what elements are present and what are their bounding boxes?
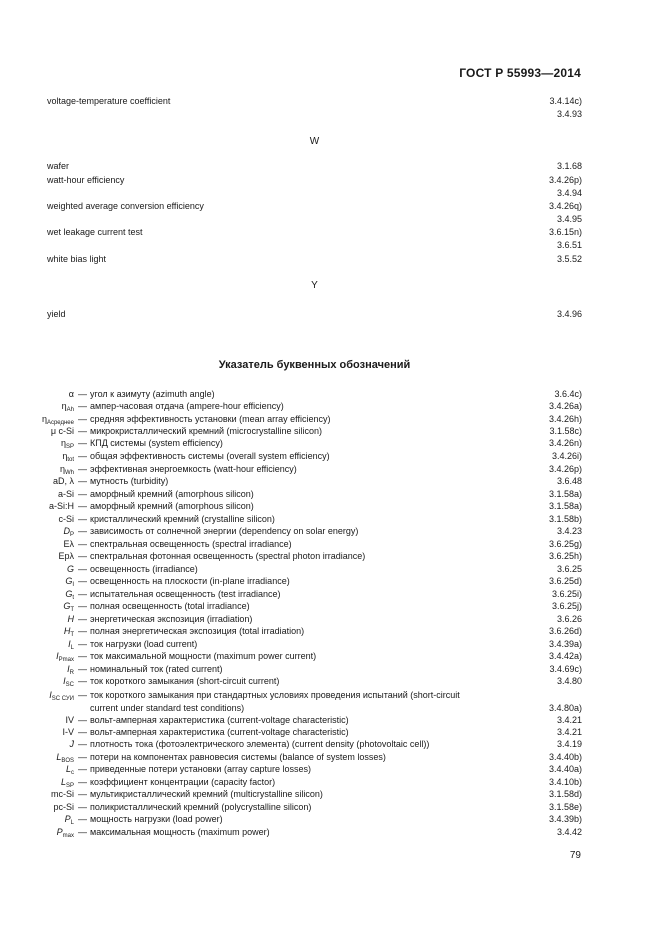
- symbol-description: ток нагрузки (load current): [90, 639, 198, 649]
- symbol-notation: J —: [69, 739, 87, 749]
- symbol-ref: 3.4.26h): [548, 414, 582, 424]
- symbol-description: микрокристаллический кремний (microcrystalline silicon): [90, 426, 323, 436]
- symbol-subscript: SC: [65, 682, 74, 688]
- section-letter-w: W: [309, 136, 320, 147]
- term-label: wet leakage current test: [47, 227, 143, 237]
- symbol-description: спектральная освещенность (spectral irradiance): [90, 539, 292, 549]
- dash-separator: —: [78, 576, 87, 586]
- symbol-notation: $\eta_{tot}$ —: [62, 451, 87, 463]
- symbol-notation: $I_{Pmax}$ —: [56, 651, 87, 663]
- section-letter-y: Y: [311, 280, 318, 291]
- symbol-notation: $G_t$ —: [65, 589, 87, 601]
- dash-separator: —: [78, 739, 87, 749]
- symbol-subscript: L: [70, 645, 74, 651]
- symbol-description: аморфный кремний (amorphous silicon): [90, 489, 254, 499]
- symbol-ref: 3.4.21: [556, 727, 582, 737]
- symbol-ref: 3.6.4c): [554, 389, 582, 399]
- symbol-description: испытательная освещенность (test irradiance): [90, 589, 281, 599]
- symbol-ref: 3.6.26d): [548, 626, 582, 636]
- dash-separator: —: [78, 777, 87, 787]
- symbol-ref: 3.1.58c): [549, 426, 582, 436]
- symbol-notation: I-V —: [62, 727, 87, 737]
- dash-separator: —: [78, 814, 87, 824]
- symbol-description: мультикристаллический кремний (multicrystalline silicon): [90, 789, 323, 799]
- symbol-description-continued: current under standard test conditions): [90, 703, 245, 713]
- symbol-notation: $I_R$ —: [67, 664, 87, 676]
- term-label: white bias light: [47, 254, 107, 264]
- symbol-subscript: t: [72, 595, 74, 601]
- symbol-description: кристаллический кремний (crystalline silicon): [90, 514, 275, 524]
- symbol-notation: $D_P$ —: [63, 526, 87, 538]
- symbol-ref: 3.4.19: [556, 739, 582, 749]
- symbol-description: ток короткого замыкания (short-circuit current): [90, 676, 280, 686]
- symbol-notation: α —: [68, 389, 87, 399]
- symbol-description: аморфный кремний (amorphous silicon): [90, 501, 254, 511]
- page-number: 79: [569, 850, 581, 861]
- dash-separator: —: [78, 676, 87, 686]
- term-label: weighted average conversion efficiency: [47, 201, 204, 211]
- symbol-ref: 3.6.48: [556, 476, 582, 486]
- symbol-ref: 3.4.26i): [551, 451, 582, 461]
- dash-separator: —: [78, 526, 87, 536]
- symbol-notation: $H_T$ —: [63, 626, 87, 638]
- symbol-ref: 3.4.42a): [548, 651, 582, 661]
- dash-separator: —: [78, 752, 87, 762]
- term-ref: 3.4.26q): [548, 201, 582, 211]
- dash-separator: —: [78, 690, 87, 700]
- symbol-notation: $\eta_{Wh}$ —: [59, 464, 87, 476]
- dash-separator: —: [78, 438, 87, 448]
- symbol-notation: a-Si —: [57, 489, 87, 499]
- symbol-description: энергетическая экспозиция (irradiation): [90, 614, 253, 624]
- symbol-ref: 3.4.42: [556, 827, 582, 837]
- symbol-description: общая эффективность системы (overall system efficiency): [90, 451, 330, 461]
- dash-separator: —: [78, 614, 87, 624]
- symbol-ref: 3.6.26: [556, 614, 582, 624]
- symbol-subscript: tot: [67, 457, 74, 463]
- dash-separator: —: [78, 639, 87, 649]
- symbol-subscript: I: [72, 582, 74, 588]
- dash-separator: —: [78, 389, 87, 399]
- symbol-notation: G —: [66, 564, 87, 574]
- symbol-ref: 3.6.25i): [551, 589, 582, 599]
- symbol-notation: aD, λ —: [52, 476, 87, 486]
- symbol-notation: $I_{SC}$ —: [63, 676, 87, 688]
- dash-separator: —: [78, 715, 87, 725]
- dash-separator: —: [78, 802, 87, 812]
- symbol-subscript: P: [69, 532, 74, 538]
- dash-separator: —: [78, 789, 87, 799]
- symbol-ref: 3.1.58d): [548, 789, 582, 799]
- term-ref: 3.4.94: [556, 188, 582, 198]
- symbol-description: полная освещенность (total irradiance): [90, 601, 250, 611]
- symbol-notation: $I_L$ —: [68, 639, 87, 651]
- symbol-notation: Epλ —: [58, 551, 87, 561]
- symbol-ref: 3.1.58a): [548, 501, 582, 511]
- dash-separator: —: [78, 764, 87, 774]
- symbol-ref: 3.6.25j): [551, 601, 582, 611]
- symbol-ref: 3.1.58b): [548, 514, 582, 524]
- symbol-notation: $\eta_{Ah}$ —: [61, 401, 87, 413]
- symbol-subscript: SP: [65, 783, 74, 789]
- symbol-notation: IV —: [65, 715, 87, 725]
- dash-separator: —: [78, 476, 87, 486]
- dash-separator: —: [78, 551, 87, 561]
- symbol-description: вольт-амперная характеристика (current-voltage characteristic): [90, 715, 349, 725]
- dash-separator: —: [78, 601, 87, 611]
- term-ref: 3.4.96: [556, 309, 582, 319]
- symbol-description: полная энергетическая экспозиция (total irradiation): [90, 626, 305, 636]
- symbol-ref: 3.4.40a): [548, 764, 582, 774]
- symbol-ref: 3.1.58a): [548, 489, 582, 499]
- symbol-description: максимальная мощность (maximum power): [90, 827, 270, 837]
- symbol-notation: H —: [67, 614, 87, 624]
- symbol-description: приведенные потери установки (array capture losses): [90, 764, 311, 774]
- symbol-ref: 3.6.25d): [548, 576, 582, 586]
- document-header: ГОСТ Р 55993—2014: [459, 66, 581, 80]
- symbol-ref: 3.4.80a): [548, 703, 582, 713]
- symbol-notation: a-Si:H —: [48, 501, 87, 511]
- symbol-description: спектральная фотонная освещенность (spectral photon irradiance): [90, 551, 366, 561]
- symbol-notation: $P_{max}$ —: [56, 827, 87, 839]
- symbol-description: освещенность на плоскости (in-plane irradiance): [90, 576, 290, 586]
- symbol-subscript: c: [71, 770, 74, 776]
- symbol-ref: 3.6.25g): [548, 539, 582, 549]
- symbol-notation: $L_{BOS}$ —: [56, 752, 87, 764]
- symbol-subscript: R: [69, 670, 74, 676]
- symbol-ref: 3.4.26a): [548, 401, 582, 411]
- symbol-subscript: SP: [65, 444, 74, 450]
- symbol-subscript: SC СУИ: [51, 696, 74, 702]
- symbol-description: освещенность (irradiance): [90, 564, 198, 574]
- symbol-notation: $L_{SP}$ —: [60, 777, 87, 789]
- term-ref: 3.4.95: [556, 214, 582, 224]
- symbol-description: вольт-амперная характеристика (current-voltage characteristic): [90, 727, 349, 737]
- symbol-subscript: Pmax: [58, 657, 74, 663]
- dash-separator: —: [78, 464, 87, 474]
- symbol-notation: μ c-Si —: [50, 426, 87, 436]
- symbol-description: потери на компонентах равновесия системы (balance of system losses): [90, 752, 386, 762]
- symbol-description: угол к азимуту (azimuth angle): [90, 389, 215, 399]
- symbol-notation: mc-Si —: [51, 789, 87, 799]
- symbol-description: ток короткого замыкания при стандартных условиях проведения испытаний (short-circuit: [90, 690, 460, 700]
- dash-separator: —: [78, 626, 87, 636]
- dash-separator: —: [78, 664, 87, 674]
- symbol-ref: 3.4.40b): [548, 752, 582, 762]
- symbol-notation: Eλ —: [63, 539, 87, 549]
- dash-separator: —: [78, 426, 87, 436]
- symbol-notation: $I_{SC СУИ}$ —: [49, 690, 87, 702]
- symbol-subscript: max: [62, 833, 74, 839]
- symbol-ref: 3.4.26p): [548, 464, 582, 474]
- term-ref: 3.4.93: [556, 109, 582, 119]
- term-ref: 3.6.15n): [548, 227, 582, 237]
- symbol-subscript: T: [70, 607, 74, 613]
- symbol-ref: 3.4.69c): [549, 664, 582, 674]
- symbol-description: эффективная энергоемкость (watt-hour efficiency): [90, 464, 297, 474]
- term-ref: 3.5.52: [556, 254, 582, 264]
- term-label: yield: [47, 309, 66, 319]
- symbol-ref: 3.4.39a): [548, 639, 582, 649]
- dash-separator: —: [78, 651, 87, 661]
- symbol-description: зависимость от солнечной энергии (dependency on solar energy): [90, 526, 359, 536]
- dash-separator: —: [78, 501, 87, 511]
- dash-separator: —: [78, 589, 87, 599]
- symbol-ref: 3.1.58e): [548, 802, 582, 812]
- dash-separator: —: [78, 414, 87, 424]
- symbol-notation: c-Si —: [58, 514, 87, 524]
- symbol-ref: 3.4.10b): [548, 777, 582, 787]
- dash-separator: —: [78, 489, 87, 499]
- symbol-ref: 3.4.39b): [548, 814, 582, 824]
- symbol-ref: 3.4.80: [556, 676, 582, 686]
- symbol-subscript: T: [70, 632, 74, 638]
- term-label: voltage-temperature coefficient: [47, 96, 171, 106]
- symbol-notation: $P_L$ —: [64, 814, 87, 826]
- dash-separator: —: [78, 827, 87, 837]
- symbol-subscript: Wh: [65, 470, 74, 476]
- symbol-description: номинальный ток (rated current): [90, 664, 223, 674]
- symbol-ref: 3.4.26n): [548, 438, 582, 448]
- term-ref: 3.4.14c): [549, 96, 582, 106]
- symbol-subscript: Ah: [66, 407, 74, 413]
- symbol-description: ток максимальной мощности (maximum power current): [90, 651, 317, 661]
- term-label: wafer: [47, 161, 70, 171]
- dash-separator: —: [78, 401, 87, 411]
- symbol-description: мутность (turbidity): [90, 476, 169, 486]
- symbol-notation: $L_c$ —: [65, 764, 87, 776]
- symbol-ref: 3.4.21: [556, 715, 582, 725]
- symbol-notation: $\eta_{Асреднее}$ —: [41, 414, 87, 426]
- symbol-ref: 3.6.25h): [548, 551, 582, 561]
- symbol-notation: $\eta_{SP}$ —: [60, 438, 87, 450]
- symbol-description: плотность тока (фотоэлектрического элемента) (current density (photovoltaic cell)): [90, 739, 430, 749]
- symbol-ref: 3.4.23: [556, 526, 582, 536]
- symbol-description: КПД системы (system efficiency): [90, 438, 223, 448]
- dash-separator: —: [78, 539, 87, 549]
- symbol-description: поликристаллический кремний (polycrystalline silicon): [90, 802, 312, 812]
- term-label: watt-hour efficiency: [47, 175, 125, 185]
- symbol-description: коэффициент концентрации (capacity factor): [90, 777, 276, 787]
- symbol-ref: 3.6.25: [556, 564, 582, 574]
- symbol-subscript: BOS: [61, 758, 74, 764]
- dash-separator: —: [78, 451, 87, 461]
- term-ref: 3.4.26p): [548, 175, 582, 185]
- index-title: Указатель буквенных обозначений: [218, 359, 411, 371]
- dash-separator: —: [78, 564, 87, 574]
- symbol-description: мощность нагрузки (load power): [90, 814, 223, 824]
- term-ref: 3.6.51: [556, 240, 582, 250]
- symbol-description: ампер-часовая отдача (ampere-hour efficiency): [90, 401, 284, 411]
- symbol-description: средняя эффективность установки (mean array efficiency): [90, 414, 331, 424]
- dash-separator: —: [78, 727, 87, 737]
- symbol-notation: pc-Si —: [53, 802, 87, 812]
- symbol-subscript: Асреднее: [46, 420, 74, 426]
- term-ref: 3.1.68: [556, 161, 582, 171]
- symbol-notation: $G_T$ —: [63, 601, 87, 613]
- symbol-subscript: L: [70, 820, 74, 826]
- symbol-notation: $G_I$ —: [65, 576, 87, 588]
- dash-separator: —: [78, 514, 87, 524]
